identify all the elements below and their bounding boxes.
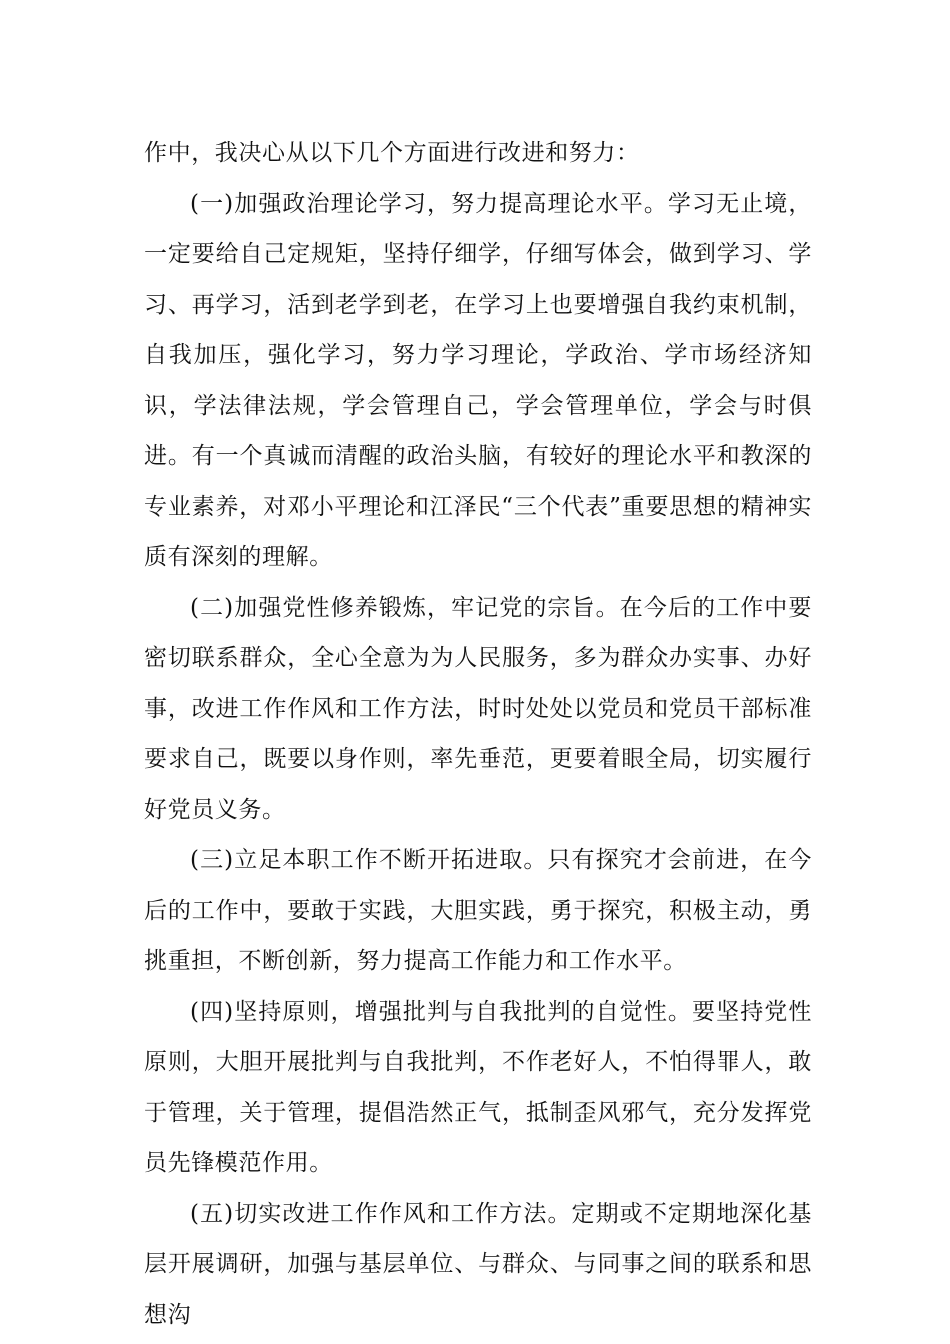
document-body: [144, 128, 812, 1340]
paragraph-item-4: (四)坚持原则，增强批判与自我批判的自觉性。要坚持党性原则，大胆开展批判与自我批判，不作老好人，不怕得罪人，敢于管理，关于管理，提倡浩然正气，抵制歪风邪气，充分发挥党员先锋模范作用。: [144, 998, 812, 1176]
paragraph-item-3: (三)立足本职工作不断开拓进取。只有探究才会前进，在今后的工作中，要敢于实践，大胆实践，勇于探究，积极主动，勇挑重担，不断创新，努力提高工作能力和工作水平。: [144, 847, 812, 974]
paragraph-item-2: (二)加强党性修养锻炼，牢记党的宗旨。在今后的工作中要密切联系群众，全心全意为为人民服务，多为群众办实事、办好事，改进工作作风和工作方法，时时处处以党员和党员干部标准要求自己，既要以身作则，率先垂范，更要着眼全局，切实履行好党员义务。: [144, 594, 812, 823]
paragraph-continuation: 作中，我决心从以下几个方面进行改进和努力：: [144, 140, 640, 166]
paragraph-item-1: (一)加强政治理论学习，努力提高理论水平。学习无止境，一定要给自己定规矩，坚持仔细学，仔细写体会，做到学习、学习、再学习，活到老学到老，在学习上也要增强自我约束机制，自我加压，强化学习，努力学习理论，学政治、学市场经济知识，学法律法规，学会管理自己，学会管理单位，学会与时俱进。有一个真诚而清醒的政治头脑，有较好的理论水平和教深的专业素养，对邓小平理论和江泽民“三个代表”重要思想的精神实质有深刻的理解。: [144, 190, 812, 570]
paragraph-item-5: (五)切实改进工作作风和工作方法。定期或不定期地深化基层开展调研，加强与基层单位、与群众、与同事之间的联系和思想沟: [144, 1200, 812, 1328]
